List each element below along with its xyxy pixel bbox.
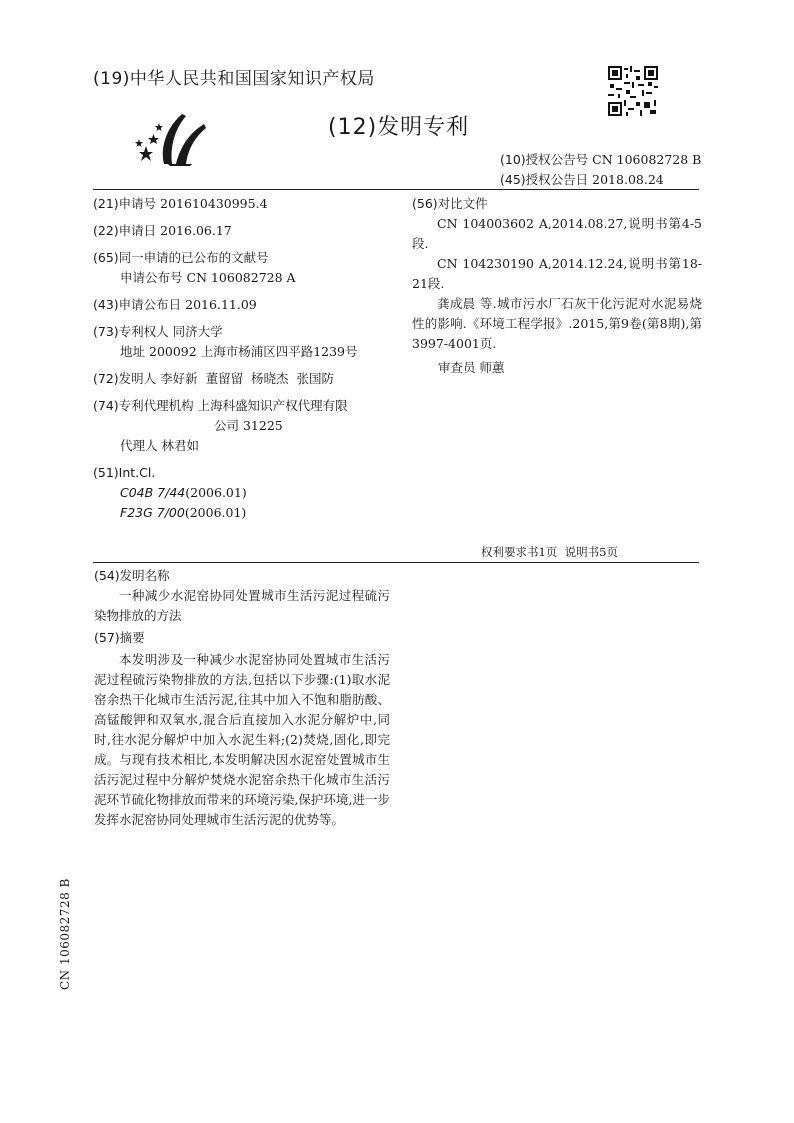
ipc-version: (2006.01) (185, 485, 247, 500)
pub-number-label: 申请公布号 (120, 270, 183, 285)
app-number-row (93, 194, 393, 214)
patentee-row (93, 322, 393, 342)
abstract-text: 本发明涉及一种减少水泥窑协同处置城市生活污泥过程硫污染物排放的方法,包括以下步骤:(1)取水泥窑余热干化城市生活污泥,往其中加入不饱和脂肪酸、高锰酸钾和双氧水,混合后直接加入水泥分解炉中,同时,往水泥分解炉中加入水泥生料;(2)焚烧,固化,即完成。与现有技术相比,本发明解决因水泥窑处置城市生活污泥过程中分解炉焚烧水泥窑余热干化城市生活污泥环节硫化物排放而带来的环境污染,保护环境,进一步发挥水泥窑协同处理城市生活污泥的优势等。 (94, 652, 390, 827)
patentee: 同济大学 (172, 324, 223, 339)
side-publication-number: CN 106082728 B (58, 878, 72, 990)
app-date-row (93, 221, 393, 241)
pub-date-row (93, 295, 393, 315)
grant-number-label: (10)授权公告号 (500, 152, 589, 167)
qr-code-icon (608, 66, 658, 116)
agent: 林君如 (161, 438, 200, 453)
citation-item: CN 104230190 A,2014.12.24,说明书第18-21段. (412, 256, 702, 291)
address-label: 地址 (120, 344, 146, 359)
pub-number: CN 106082728 A (186, 270, 296, 285)
agency-row (93, 396, 393, 416)
intcl-label: (51)Int.Cl. (93, 465, 156, 480)
biblio-divider (93, 562, 699, 563)
address-row (93, 342, 393, 362)
citations-column (412, 194, 702, 378)
ipc-version: (2006.01) (184, 505, 247, 520)
cnipa-emblem-icon (130, 108, 210, 170)
abstract-label: (57)摘要 (94, 630, 145, 645)
agency-line2: 公司 31225 (214, 418, 283, 433)
pub-date-label: (43)申请公布日 (93, 297, 182, 312)
inventors-label: (72)发明人 (93, 371, 157, 386)
header-divider (93, 189, 699, 190)
examiner: 师蕙 (479, 360, 505, 375)
app-date-label: (22)申请日 (93, 223, 157, 238)
agent-row (93, 436, 393, 456)
grant-number-value: CN 106082728 B (592, 152, 702, 167)
pub-date: 2016.11.09 (185, 297, 257, 312)
citations-label: (56)对比文件 (412, 196, 488, 211)
citation-item: CN 104003602 A,2014.08.27,说明书第4-5段. (412, 216, 702, 251)
ipc-code: F23G 7/00 (120, 505, 185, 520)
agency-label: (74)专利代理机构 (93, 398, 194, 413)
page-count-note: 权利要求书1页 说明书5页 (481, 545, 618, 559)
inventors: 李好新 董留留 杨晓杰 张国防 (160, 371, 334, 386)
title-label: (54)发明名称 (94, 568, 170, 583)
grant-date-value: 2018.08.24 (592, 172, 664, 187)
invention-title: 一种减少水泥窑协同处置城市生活污泥过程硫污染物排放的方法 (94, 588, 390, 623)
ipc-row-2 (93, 503, 393, 523)
app-number-label: (21)申请号 (93, 196, 157, 211)
grant-number (500, 150, 701, 168)
app-date: 2016.06.17 (160, 223, 232, 238)
ipc-row-1 (93, 483, 393, 503)
document-type: (12)发明专利 (328, 115, 470, 140)
office-name: (19)中华人民共和国国家知识产权局 (93, 69, 375, 89)
grant-date-label: (45)授权公告日 (500, 172, 589, 187)
citation-item: 龚成晨 等.城市污水厂石灰干化污泥对水泥易烧性的影响.《环境工程学报》.2015,第9卷(第8期),第3997-4001页. (412, 296, 702, 351)
biblio-column (93, 194, 393, 523)
agent-label: 代理人 (120, 438, 158, 453)
examiner-row (412, 358, 702, 378)
prior-pub-label: (65)同一申请的已公布的文献号 (93, 250, 269, 265)
ipc-code: C04B 7/44 (120, 485, 186, 500)
patentee-label: (73)专利权人 (93, 324, 169, 339)
app-number: 201610430995.4 (160, 196, 268, 211)
examiner-label: 审查员 (438, 360, 476, 375)
grant-date (500, 170, 664, 188)
inventors-row (93, 369, 393, 389)
address: 200092 上海市杨浦区四平路1239号 (149, 344, 358, 359)
pub-number-row (93, 268, 393, 288)
agency: 上海科盛知识产权代理有限 (197, 398, 348, 413)
